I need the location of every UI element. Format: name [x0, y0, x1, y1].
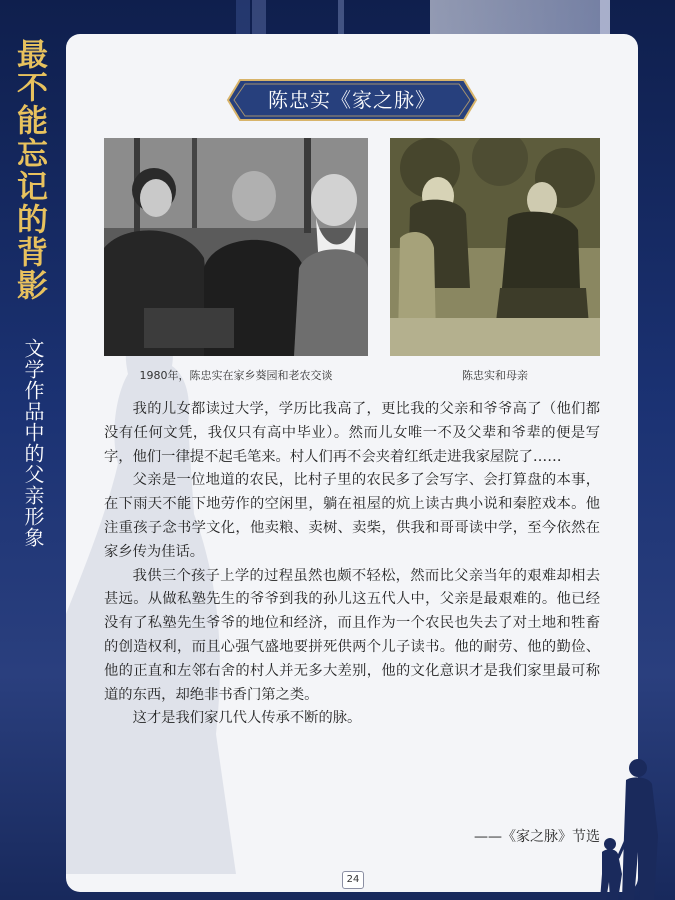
photo-old-farmers-image [104, 138, 368, 356]
photo-caption: 1980年，陈忠实在家乡葵园和老农交谈 [139, 369, 333, 382]
banner-title: 陈忠实《家之脉》 [268, 88, 436, 112]
photo-old-farmers [104, 138, 368, 356]
decor-stripe [430, 0, 610, 34]
side-title: 最不能忘记的背影 [11, 38, 47, 302]
paragraph: 这才是我们家几代人传承不断的脉。 [132, 710, 362, 727]
content-panel [66, 34, 638, 892]
paragraph: 父亲是一位地道的农民，比村子里的农民多了会写字、会打算盘的本事，在下雨天不能下地劳作的空闲里，躺在祖屋的炕上读古典小说和秦腔戏本。他注重孩子念书学文化，他卖粮、卖树、卖柴，供我和哥哥读中学，至今依然在家乡传为佳话。 [104, 472, 600, 560]
photo-mother-image [390, 138, 600, 356]
paragraph: 我供三个孩子上学的过程虽然也颇不轻松，然而比父亲当年的艰难却相去甚远。从做私塾先生的爷爷到我的孙儿这五代人中，父亲是最艰难的。他已经没有了私塾先生爷爷的地位和经济，而且作为一个农民也失去了对土地和牲畜的创造权利，而且心强气盛地要拼死供两个儿子读书。他的耐劳、他的勤俭、他的正直和左邻右舍的村人并无多大差别，他的文化意识才是我们家里最可称道的东西，却绝非书香门第之类。 [104, 567, 600, 703]
page-number: 24 [342, 871, 364, 889]
father-child-silhouette-icon [596, 756, 675, 900]
article-body [104, 398, 600, 731]
paragraph: 我的儿女都读过大学，学历比我高了，更比我的父亲和爷爷高了（他们都没有任何文凭，我仅只有高中毕业）。然而儿女唯一不及父辈和爷辈的便是写字，他们一律提不起毛笔来。村人们再不会夹着红纸走进我家屋院了…… [104, 401, 600, 465]
source-attribution: ——《家之脉》节选 [474, 829, 600, 845]
photo-caption: 陈忠实和母亲 [462, 369, 528, 382]
photo-mother [390, 138, 600, 356]
side-subtitle: 文学作品中的父亲形象 [21, 338, 45, 548]
